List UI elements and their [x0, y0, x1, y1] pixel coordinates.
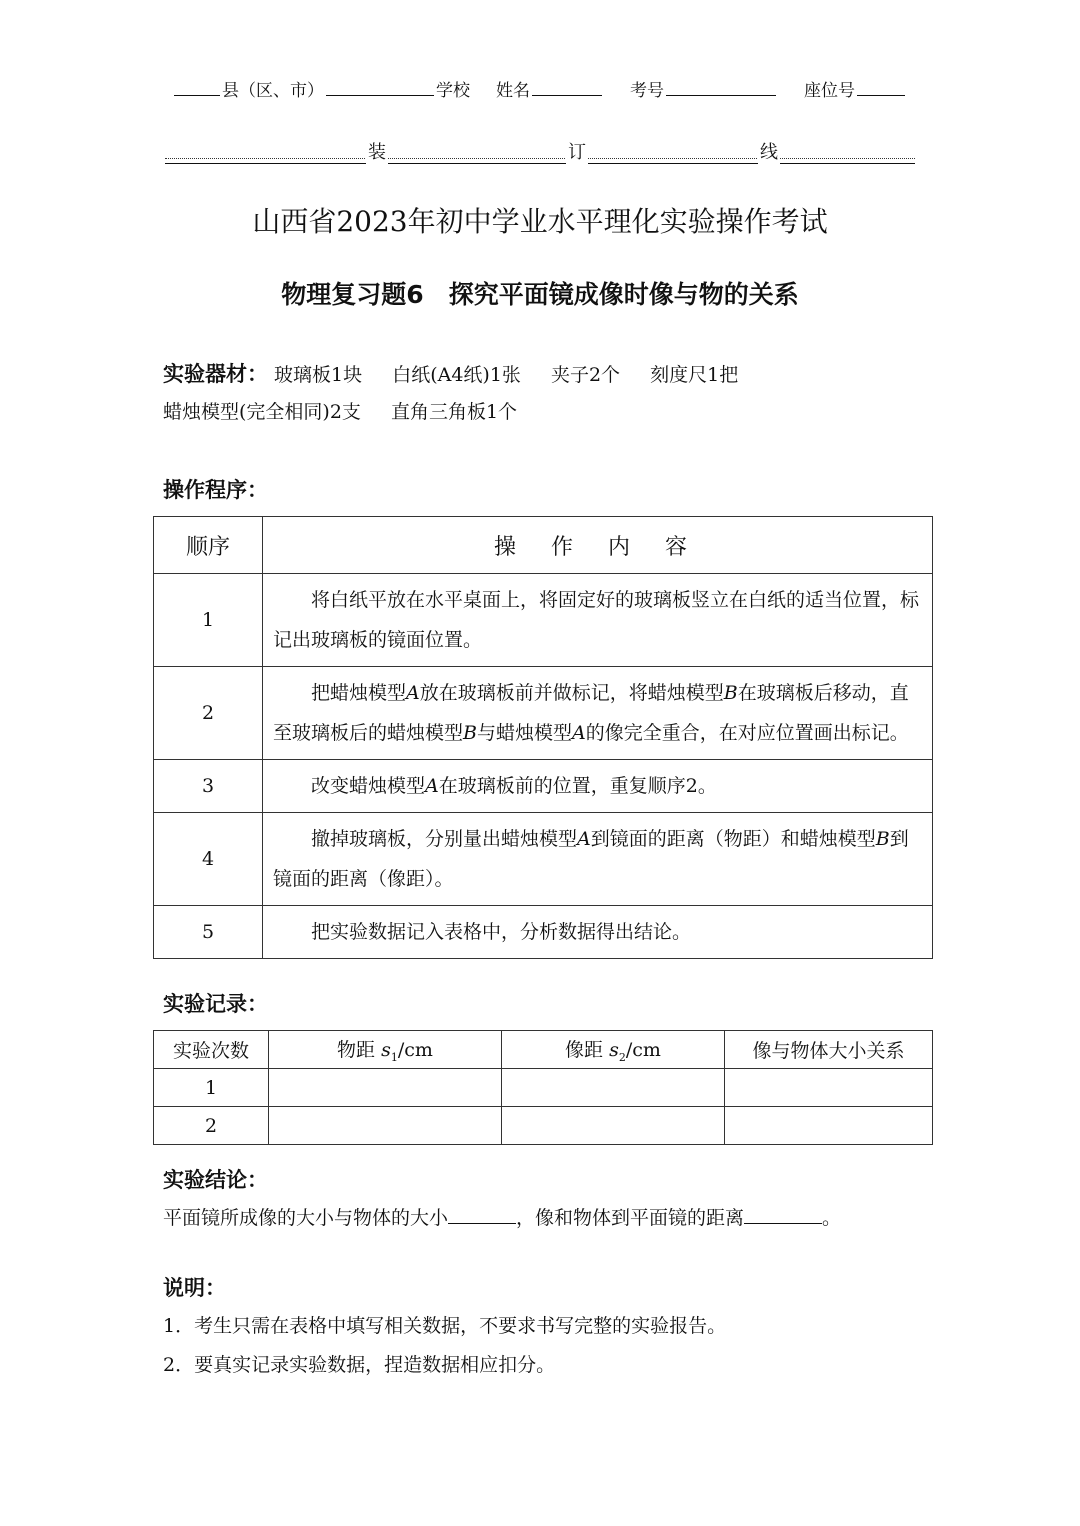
binding-word-3: 线 [758, 138, 780, 164]
table-row [154, 667, 933, 760]
county-label: 县（区、市） [222, 81, 324, 101]
header-object-distance: 物距 $s_1/cm$ [269, 1031, 502, 1069]
equipment-item: 白纸(A4纸)1张 [392, 364, 521, 386]
image-distance-cell[interactable] [502, 1107, 725, 1145]
image-distance-cell[interactable] [502, 1069, 725, 1107]
table-row [154, 906, 933, 959]
school-label: 学校 [436, 81, 470, 101]
conclusion-text-3: 。 [822, 1207, 842, 1229]
notes-label: 说明： [163, 1276, 226, 1300]
binding-solid-line [165, 163, 915, 164]
row-seq: 3 [154, 760, 263, 813]
name-label: 姓名 [496, 81, 530, 101]
equipment-item: 蜡烛模型(完全相同)2支 [163, 401, 361, 423]
record-table [153, 1030, 933, 1145]
exam-no-label: 考号 [630, 81, 664, 101]
note-item: 2．要真实记录实验数据，捏造数据相应扣分。 [163, 1354, 556, 1376]
row-seq: 4 [154, 813, 263, 906]
conclusion-label: 实验结论： [163, 1168, 268, 1192]
equipment-line-2 [163, 397, 541, 424]
header-size-relation: 像与物体大小关系 [725, 1031, 933, 1069]
table-row [154, 1069, 933, 1107]
distance-blank[interactable] [744, 1205, 822, 1224]
trial-number: 2 [154, 1107, 269, 1145]
row-seq: 2 [154, 667, 263, 760]
row-text: 把蜡烛模型A放在玻璃板前并做标记，将蜡烛模型B在玻璃板后移动，直至玻璃板后的蜡烛模型B与蜡烛模型A的像完全重合，在对应位置画出标记。 [263, 667, 933, 760]
equipment-line-1 [163, 358, 762, 388]
equipment-item: 刻度尺1把 [650, 364, 739, 386]
row-seq: 1 [154, 574, 263, 667]
row-text: 把实验数据记入表格中，分析数据得出结论。 [263, 906, 933, 959]
table-row [154, 574, 933, 667]
procedure-header-row [154, 517, 933, 574]
row-text: 撤掉玻璃板，分别量出蜡烛模型A到镜面的距离（物距）和蜡烛模型B到镜面的距离（像距）。 [263, 813, 933, 906]
header-seq: 顺序 [154, 517, 263, 574]
seat-no-label: 座位号 [804, 81, 855, 101]
equipment-label: 实验器材： [163, 362, 268, 386]
binding-dotted-line [165, 158, 915, 159]
exam-no-blank[interactable] [666, 79, 776, 96]
name-blank[interactable] [532, 79, 602, 96]
row-text: 改变蜡烛模型A在玻璃板前的位置，重复顺序2。 [263, 760, 933, 813]
school-blank[interactable] [326, 79, 434, 96]
conclusion-text-2: ，像和物体到平面镜的距离 [516, 1207, 745, 1229]
conclusion-line [163, 1203, 841, 1230]
record-header-row [154, 1031, 933, 1069]
equipment-item: 玻璃板1块 [274, 364, 363, 386]
table-row [154, 1107, 933, 1145]
county-blank[interactable] [174, 79, 220, 96]
size-relation-cell[interactable] [725, 1069, 933, 1107]
note-item: 1．考生只需在表格中填写相关数据，不要求书写完整的实验报告。 [163, 1315, 727, 1337]
row-seq: 5 [154, 906, 263, 959]
record-label: 实验记录： [163, 992, 268, 1016]
header-image-distance: 像距 $s_2/cm$ [502, 1031, 725, 1069]
seat-no-blank[interactable] [857, 79, 905, 96]
procedure-label: 操作程序： [163, 478, 268, 502]
candidate-info-line [172, 76, 907, 101]
header-content: 操 作 内 容 [263, 517, 933, 574]
header-count: 实验次数 [154, 1031, 269, 1069]
binding-word-1: 装 [366, 138, 388, 164]
size-relation-cell[interactable] [725, 1107, 933, 1145]
object-distance-cell[interactable] [269, 1069, 502, 1107]
equipment-item: 夹子2个 [550, 364, 621, 386]
page-title: 山西省2023年初中学业水平理化实验操作考试 [252, 205, 828, 238]
table-row [154, 760, 933, 813]
page-subtitle: 物理复习题6 探究平面镜成像时像与物的关系 [281, 280, 799, 309]
conclusion-text-1: 平面镜所成像的大小与物体的大小 [163, 1207, 449, 1229]
procedure-table [153, 516, 933, 959]
row-text: 将白纸平放在水平桌面上，将固定好的玻璃板竖立在白纸的适当位置，标记出玻璃板的镜面位置。 [263, 574, 933, 667]
equipment-item: 直角三角板1个 [390, 401, 518, 423]
object-distance-cell[interactable] [269, 1107, 502, 1145]
size-blank[interactable] [448, 1205, 516, 1224]
table-row [154, 813, 933, 906]
trial-number: 1 [154, 1069, 269, 1107]
binding-word-2: 订 [566, 138, 588, 164]
